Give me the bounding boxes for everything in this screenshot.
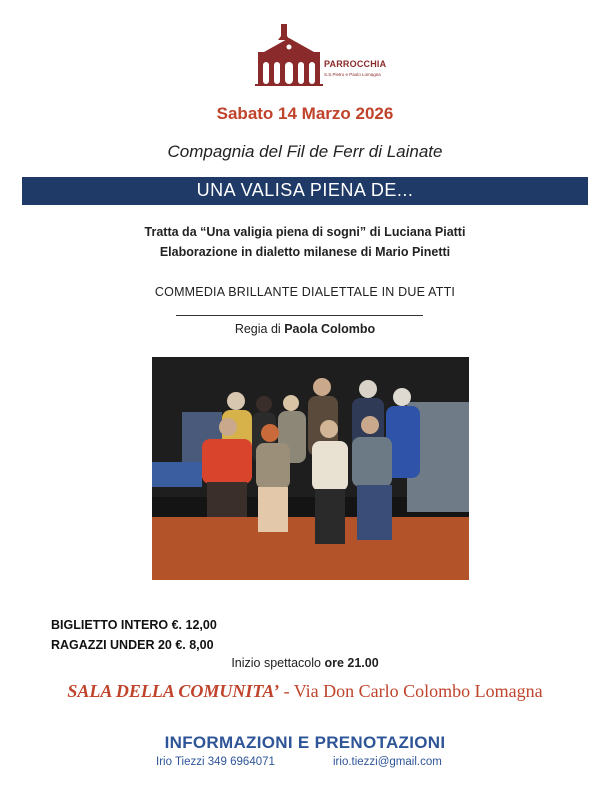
start-time: ore 21.00 <box>324 656 379 670</box>
start-time-line <box>0 656 610 670</box>
contact-email[interactable]: irio.tiezzi@gmail.com <box>333 756 442 768</box>
divider <box>176 315 423 316</box>
source-credits <box>0 222 610 262</box>
play-title: UNA VALISA PIENA DE... <box>196 180 414 200</box>
company-name: Compagnia del Fil de Ferr di Lainate <box>167 142 443 161</box>
contact-phone[interactable]: Irio Tiezzi 349 6964071 <box>156 756 275 768</box>
cast-photo <box>152 357 469 580</box>
director-name: Paola Colombo <box>284 322 376 336</box>
title-banner <box>22 177 588 205</box>
venue-line <box>0 681 610 702</box>
genre-line: COMMEDIA BRILLANTE DIALETTALE IN DUE ATTI <box>154 285 456 299</box>
adaptation-line: Elaborazione in dialetto milanese di Mario Pinetti <box>159 245 451 259</box>
director-line <box>0 322 610 336</box>
ticket-price-full: BIGLIETTO INTERO €. 12,00 <box>51 618 217 632</box>
logo-subtitle: S.S.Pietro e Paolo Lomagna <box>324 72 381 77</box>
venue-name: SALA DELLA COMUNITA’ <box>67 681 280 701</box>
start-prefix: Inizio spettacolo <box>231 656 321 670</box>
source-line: Tratta da “Una valigia piena di sogni” di Luciana Piatti <box>144 225 466 239</box>
director-prefix: Regia di <box>234 322 281 336</box>
info-heading: INFORMAZIONI E PRENOTAZIONI <box>164 733 446 752</box>
ticket-price-under20: RAGAZZI UNDER 20 €. 8,00 <box>51 638 214 652</box>
venue-address: - Via Don Carlo Colombo Lomagna <box>279 681 543 701</box>
logo-title: PARROCCHIA <box>324 59 387 69</box>
event-date: Sabato 14 Marzo 2026 <box>216 104 394 123</box>
parish-logo <box>252 22 392 88</box>
church-icon <box>252 22 326 86</box>
